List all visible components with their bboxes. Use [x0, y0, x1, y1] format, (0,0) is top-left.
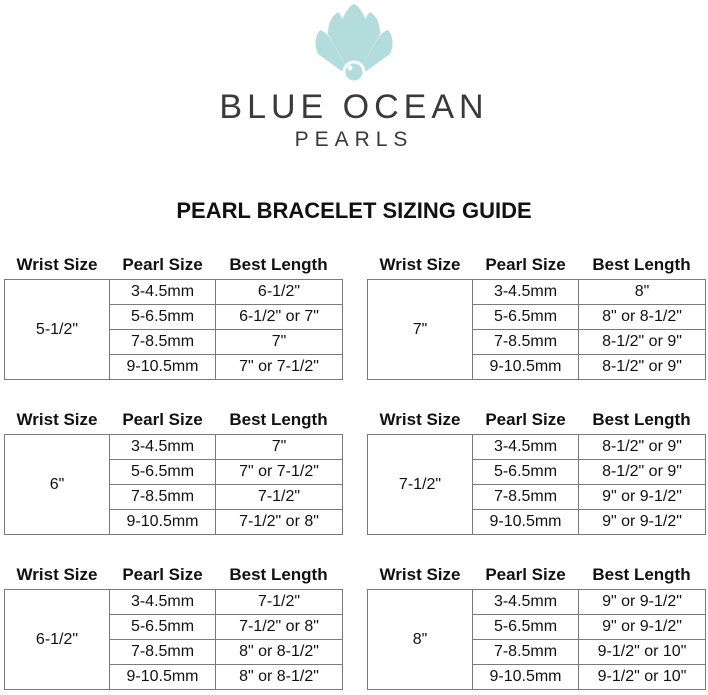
table-row	[368, 590, 706, 615]
wrist-size-cell: 5-1/2"	[5, 280, 110, 380]
pearl-size-cell: 9-10.5mm	[110, 665, 216, 690]
pearl-size-cell: 7-8.5mm	[473, 330, 579, 355]
header-wrist-size: Wrist Size	[379, 565, 461, 584]
table-row	[5, 590, 343, 615]
best-length-cell: 9-1/2" or 10"	[579, 665, 706, 690]
best-length-cell: 8-1/2" or 9"	[579, 435, 706, 460]
best-length-cell: 8-1/2" or 9"	[579, 330, 706, 355]
header-best-length: Best Length	[592, 255, 691, 274]
table-row	[5, 280, 343, 305]
header-wrist-size: Wrist Size	[379, 410, 461, 429]
pearl-size-cell: 3-4.5mm	[110, 435, 216, 460]
header-pearl-size: Pearl Size	[122, 410, 203, 429]
pearl-size-cell: 3-4.5mm	[473, 590, 579, 615]
pearl-size-cell: 5-6.5mm	[473, 460, 579, 485]
header-best-length: Best Length	[592, 565, 691, 584]
scallop-shell-pearl-icon	[304, 2, 404, 90]
pearl-size-cell: 3-4.5mm	[473, 280, 579, 305]
sizing-table	[367, 589, 706, 690]
header-pearl-size: Pearl Size	[485, 565, 566, 584]
pearl-size-cell: 3-4.5mm	[110, 590, 216, 615]
pearl-size-cell: 9-10.5mm	[473, 665, 579, 690]
wrist-size-cell: 7-1/2"	[368, 435, 473, 535]
header-best-length: Best Length	[592, 410, 691, 429]
sizing-table	[4, 279, 343, 380]
pearl-size-cell: 5-6.5mm	[110, 305, 216, 330]
header-pearl-size: Pearl Size	[485, 410, 566, 429]
best-length-cell: 7"	[216, 435, 343, 460]
pearl-size-cell: 9-10.5mm	[473, 355, 579, 380]
best-length-cell: 6-1/2" or 7"	[216, 305, 343, 330]
header-pearl-size: Pearl Size	[122, 255, 203, 274]
header-wrist-size: Wrist Size	[16, 565, 98, 584]
sizing-table	[367, 279, 706, 380]
best-length-cell: 7-1/2"	[216, 590, 343, 615]
brand-name: BLUE OCEAN	[219, 88, 489, 126]
best-length-cell: 9-1/2" or 10"	[579, 640, 706, 665]
table-row	[368, 435, 706, 460]
pearl-size-cell: 7-8.5mm	[473, 640, 579, 665]
best-length-cell: 8" or 8-1/2"	[216, 640, 343, 665]
pearl-size-cell: 3-4.5mm	[110, 280, 216, 305]
header-best-length: Best Length	[229, 565, 328, 584]
pearl-size-cell: 7-8.5mm	[110, 485, 216, 510]
best-length-cell: 9" or 9-1/2"	[579, 510, 706, 535]
pearl-size-cell: 5-6.5mm	[110, 460, 216, 485]
pearl-size-cell: 9-10.5mm	[110, 355, 216, 380]
pearl-size-cell: 9-10.5mm	[110, 510, 216, 535]
best-length-cell: 8" or 8-1/2"	[216, 665, 343, 690]
best-length-cell: 7" or 7-1/2"	[216, 355, 343, 380]
header-wrist-size: Wrist Size	[16, 255, 98, 274]
best-length-cell: 7-1/2" or 8"	[216, 510, 343, 535]
best-length-cell: 9" or 9-1/2"	[579, 485, 706, 510]
table-row	[368, 280, 706, 305]
pearl-size-cell: 7-8.5mm	[110, 640, 216, 665]
pearl-size-cell: 5-6.5mm	[110, 615, 216, 640]
wrist-size-cell: 6"	[5, 435, 110, 535]
best-length-cell: 7-1/2" or 8"	[216, 615, 343, 640]
best-length-cell: 8" or 8-1/2"	[579, 305, 706, 330]
best-length-cell: 8-1/2" or 9"	[579, 460, 706, 485]
sizing-table	[367, 434, 706, 535]
table-row	[5, 435, 343, 460]
wrist-size-cell: 7"	[368, 280, 473, 380]
pearl-size-cell: 5-6.5mm	[473, 305, 579, 330]
pearl-size-cell: 3-4.5mm	[473, 435, 579, 460]
wrist-size-cell: 8"	[368, 590, 473, 690]
brand-subtitle: PEARLS	[294, 128, 414, 151]
sizing-table	[4, 434, 343, 535]
header-best-length: Best Length	[229, 410, 328, 429]
best-length-cell: 9" or 9-1/2"	[579, 615, 706, 640]
header-pearl-size: Pearl Size	[122, 565, 203, 584]
best-length-cell: 9" or 9-1/2"	[579, 590, 706, 615]
pearl-size-cell: 5-6.5mm	[473, 615, 579, 640]
pearl-size-cell: 7-8.5mm	[110, 330, 216, 355]
header-best-length: Best Length	[229, 255, 328, 274]
page-title: PEARL BRACELET SIZING GUIDE	[176, 198, 532, 223]
sizing-table	[4, 589, 343, 690]
best-length-cell: 7-1/2"	[216, 485, 343, 510]
best-length-cell: 7"	[216, 330, 343, 355]
best-length-cell: 8"	[579, 280, 706, 305]
best-length-cell: 6-1/2"	[216, 280, 343, 305]
wrist-size-cell: 6-1/2"	[5, 590, 110, 690]
header-pearl-size: Pearl Size	[485, 255, 566, 274]
header-wrist-size: Wrist Size	[16, 410, 98, 429]
header-wrist-size: Wrist Size	[379, 255, 461, 274]
pearl-size-cell: 7-8.5mm	[473, 485, 579, 510]
best-length-cell: 7" or 7-1/2"	[216, 460, 343, 485]
pearl-size-cell: 9-10.5mm	[473, 510, 579, 535]
best-length-cell: 8-1/2" or 9"	[579, 355, 706, 380]
